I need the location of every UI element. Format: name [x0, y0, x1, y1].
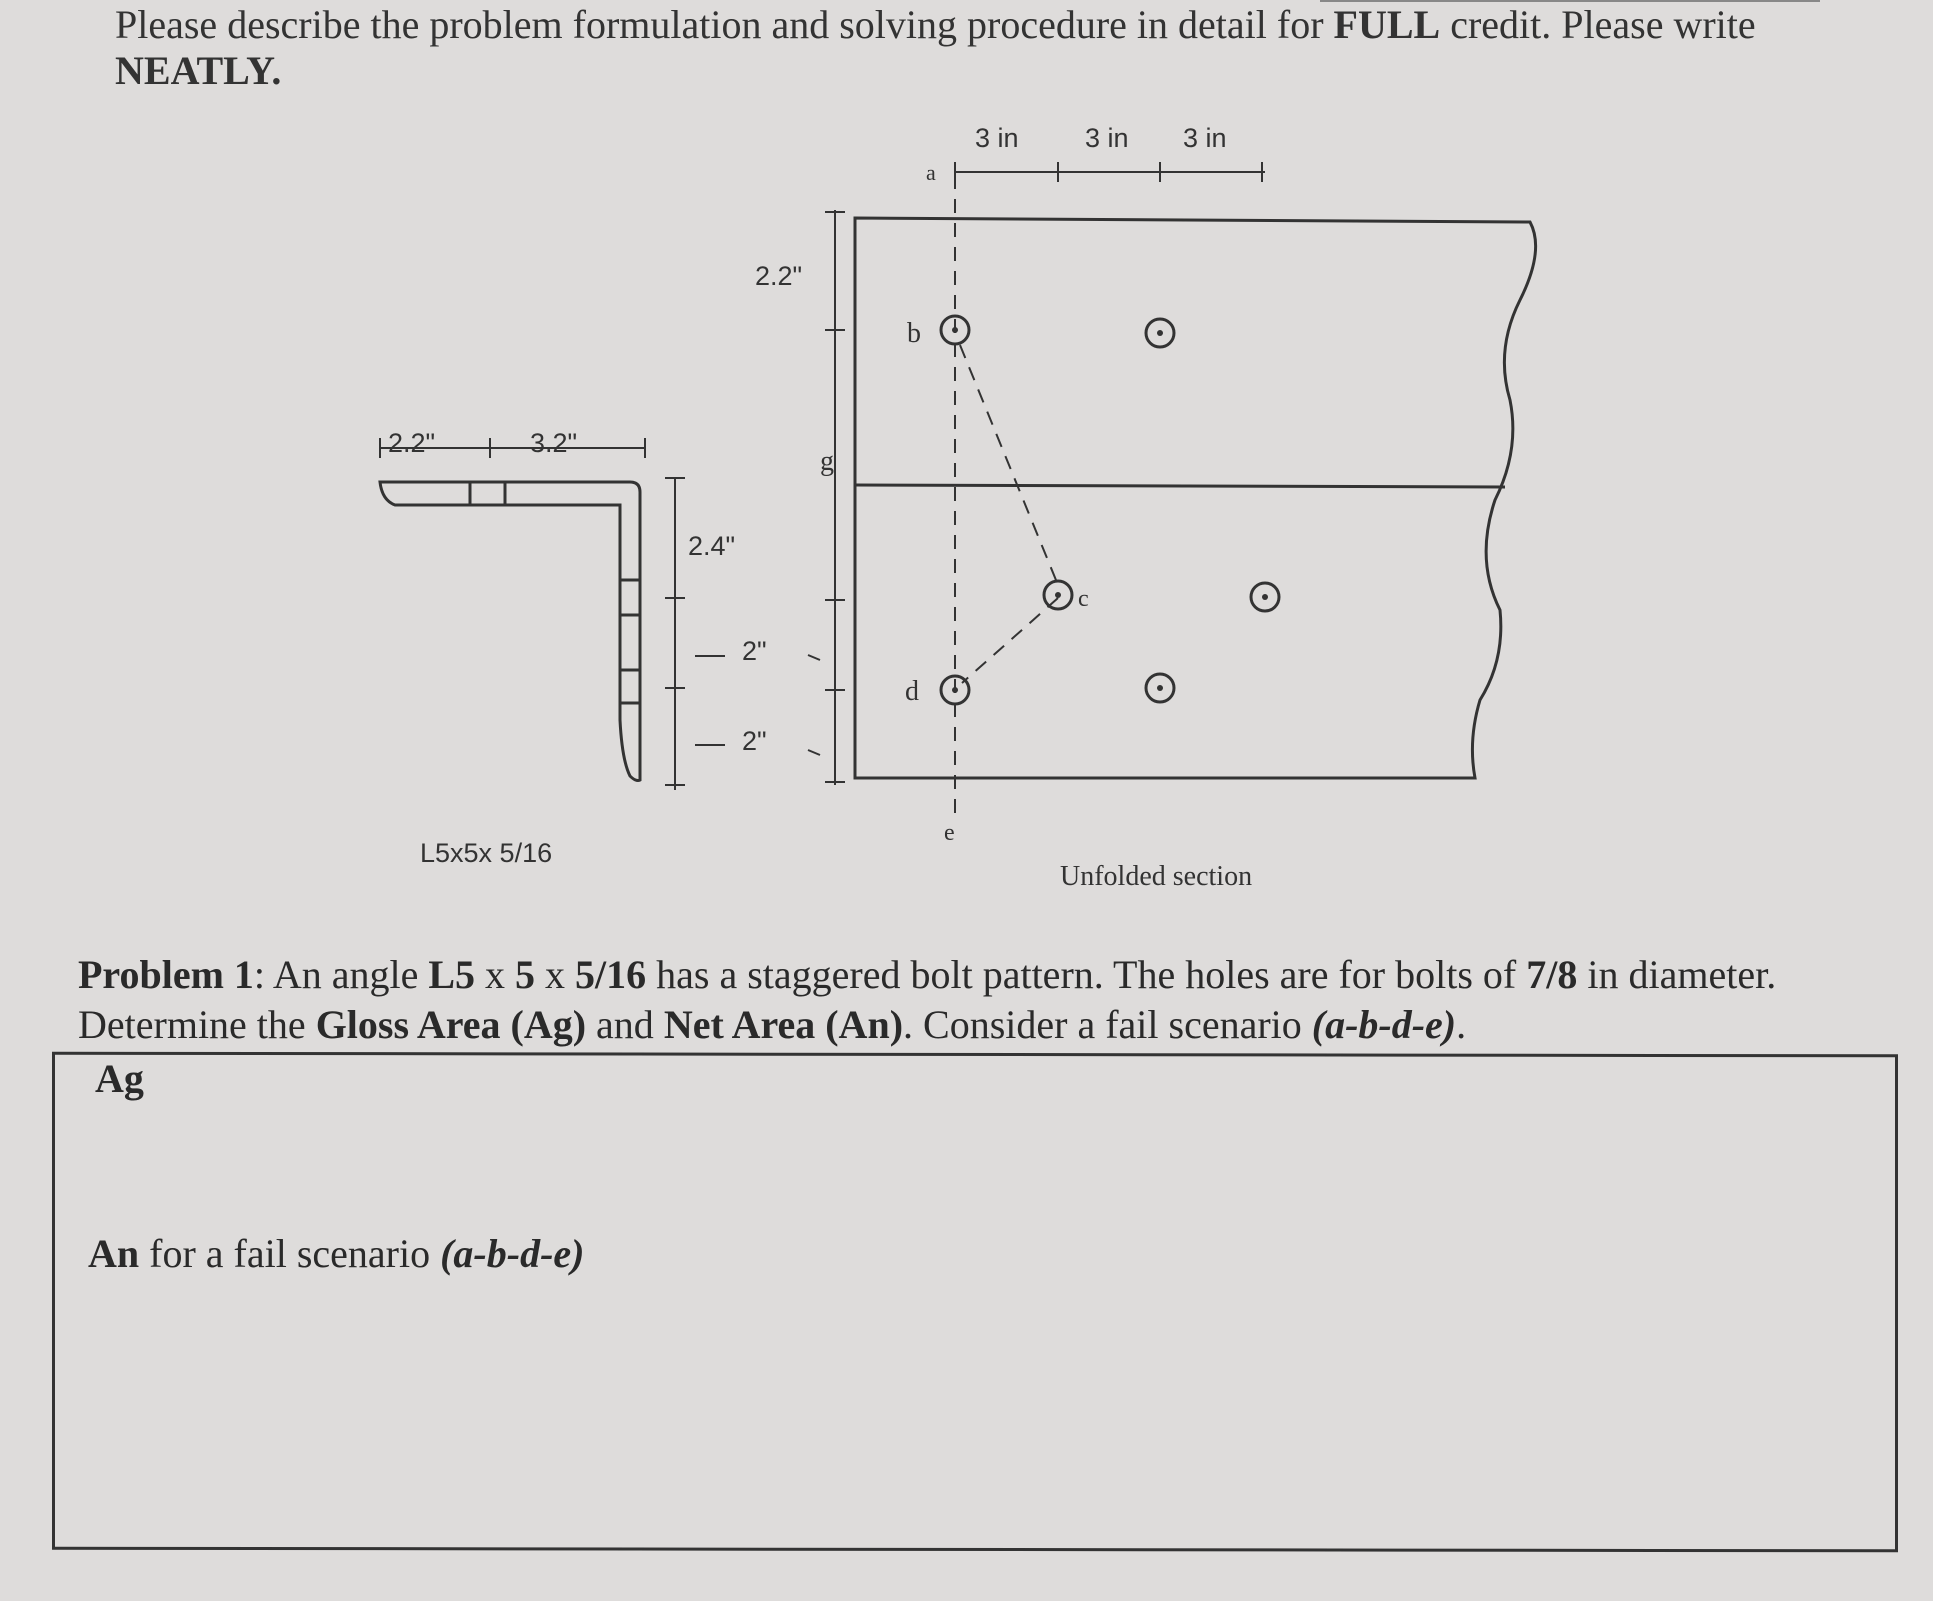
- arrow-line: [808, 655, 820, 660]
- answer-box[interactable]: [52, 1052, 1898, 1553]
- failure-path-b-c: [960, 345, 1058, 585]
- angle-designation-label: L5x5x 5/16: [420, 838, 553, 868]
- problem-text: : An angle: [253, 952, 429, 997]
- ag-label-text: Ag: [95, 1056, 144, 1101]
- problem-leg: 5: [515, 952, 536, 997]
- instructions-full: FULL: [1333, 2, 1441, 47]
- dim-gauge-g-label: g: [820, 446, 834, 477]
- dim-spacing1-label: 2": [742, 636, 767, 666]
- problem-bolt-size: 7/8: [1526, 952, 1578, 997]
- failure-path-c-d: [962, 598, 1058, 683]
- problem-text: . Consider a fail scenario: [903, 1002, 1312, 1047]
- instructions-text-2: credit. Please write: [1440, 2, 1756, 47]
- pitch-label-2: 3 in: [1085, 123, 1129, 153]
- fold-line: [855, 485, 1505, 487]
- pitch-label-3: 3 in: [1183, 123, 1227, 153]
- problem-text: x: [475, 952, 516, 997]
- hole-center: [1262, 594, 1268, 600]
- dim-leg-b-label: 3.2": [530, 428, 578, 458]
- problem-text: has a staggered bolt pattern. The holes are for bolts of: [646, 952, 1527, 997]
- angle-section-shape: [380, 482, 640, 781]
- an-label-mid: for a fail scenario: [139, 1231, 441, 1276]
- problem-text: and: [586, 1002, 664, 1047]
- dim-spacing2-label: 2": [742, 726, 767, 756]
- problem-net-area: Net Area (An): [663, 1002, 904, 1047]
- problem-angle: L5: [428, 952, 476, 997]
- problem-scenario: (a-b-d-e): [1311, 1002, 1457, 1047]
- problem-text: x: [535, 952, 576, 997]
- hole-center: [1157, 330, 1163, 336]
- problem-thickness: 5/16: [575, 952, 647, 997]
- dim-gauge-top-label: 2.2": [755, 261, 803, 291]
- hole-label-a: a: [926, 160, 936, 185]
- ag-label: [95, 1055, 144, 1102]
- problem-statement: [78, 950, 1858, 1050]
- hole-label-e: e: [944, 820, 955, 846]
- hole-center: [1055, 592, 1061, 598]
- hole-label-d: d: [905, 676, 919, 707]
- an-label-scenario: (a-b-d-e): [440, 1231, 585, 1276]
- arrow-line: [808, 750, 820, 755]
- instructions-text-1: Please describe the problem formulation and solving procedure in detail for: [115, 2, 1334, 47]
- dim-vertical-label: 2.4": [688, 531, 736, 561]
- hole-center: [1157, 685, 1163, 691]
- dim-leg-a-label: 2.2": [388, 428, 436, 458]
- hole-center: [952, 327, 958, 333]
- problem-text: in diameter. Determine the: [78, 952, 1777, 1047]
- pitch-label-1: 3 in: [975, 123, 1019, 153]
- unfolded-section-label: Unfolded section: [1060, 861, 1253, 892]
- hole-center: [952, 687, 958, 693]
- problem-gross-area: Gloss Area (Ag): [315, 1002, 587, 1047]
- problem-text: .: [1456, 1002, 1467, 1047]
- instructions-neatly: NEATLY.: [115, 48, 282, 93]
- an-label-prefix: An: [88, 1231, 140, 1276]
- hole-label-c: c: [1078, 586, 1089, 612]
- unfolded-plate-outline: [855, 218, 1536, 778]
- an-label: [88, 1230, 584, 1277]
- problem-number: Problem 1: [78, 952, 254, 997]
- hole-label-b: b: [907, 318, 921, 349]
